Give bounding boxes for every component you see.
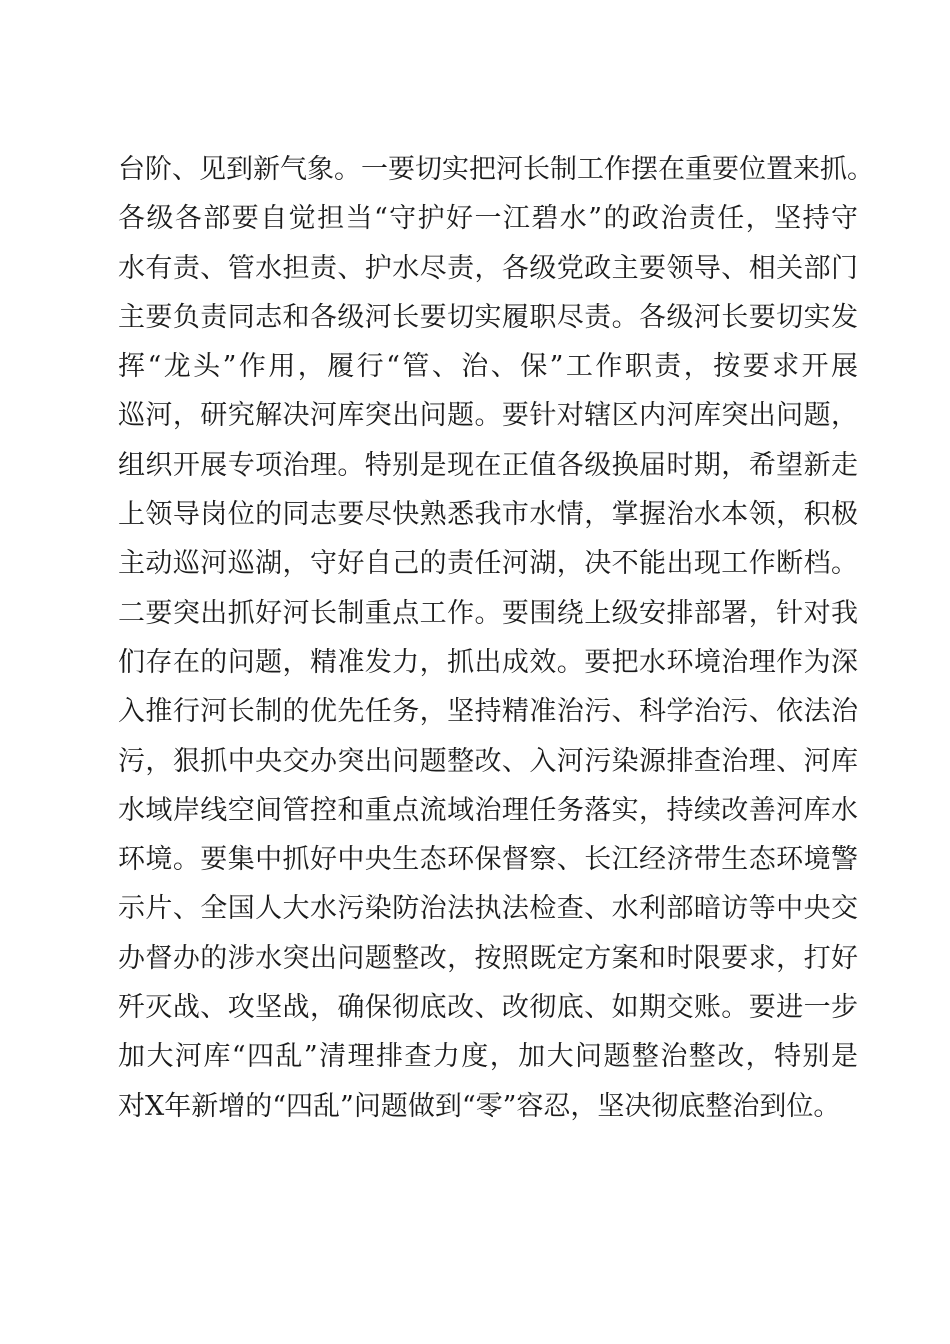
text-line: 污，狠抓中央交办突出问题整改、入河污染源排查治理、河库 bbox=[118, 745, 858, 777]
text-line: 水有责、管水担责、护水尽责，各级党政主要领导、相关部门 bbox=[118, 252, 858, 284]
text-line: 对X年新增的“四乱”问题做到“零”容忍，坚决彻底整治到位。 bbox=[118, 1090, 841, 1122]
body-paragraph bbox=[118, 145, 874, 1131]
text-line: 各级各部要自觉担当“守护好一江碧水”的政治责任，坚持守 bbox=[118, 203, 858, 235]
text-line: 示片、全国人大水污染防治法执法检查、水利部暗访等中央交 bbox=[118, 893, 858, 925]
text-line: 台阶、见到新气象。一要切实把河长制工作摆在重要位置来抓。 bbox=[118, 154, 874, 185]
text-line: 组织开展专项治理。特别是现在正值各级换届时期，希望新走 bbox=[118, 449, 858, 481]
text-line: 主要负责同志和各级河长要切实履职尽责。各级河长要切实发 bbox=[118, 301, 858, 333]
text-line: 主动巡河巡湖，守好自己的责任河湖，决不能出现工作断档。 bbox=[118, 548, 858, 580]
text-line: 巡河，研究解决河库突出问题。要针对辖区内河库突出问题， bbox=[118, 400, 858, 432]
text-line: 环境。要集中抓好中央生态环保督察、长江经济带生态环境警 bbox=[118, 844, 858, 876]
text-line: 水域岸线空间管控和重点流域治理任务落实，持续改善河库水 bbox=[118, 794, 858, 826]
text-line: 办督办的涉水突出问题整改，按照既定方案和时限要求，打好 bbox=[118, 942, 858, 974]
text-line: 入推行河长制的优先任务，坚持精准治污、科学治污、依法治 bbox=[118, 696, 858, 728]
text-line: 挥“龙头”作用，履行“管、治、保”工作职责，按要求开展 bbox=[118, 351, 858, 383]
text-line: 上领导岗位的同志要尽快熟悉我市水情，掌握治水本领，积极 bbox=[118, 499, 858, 531]
text-line: 二要突出抓好河长制重点工作。要围绕上级安排部署，针对我 bbox=[118, 597, 858, 629]
text-line: 们存在的问题，精准发力，抓出成效。要把水环境治理作为深 bbox=[118, 646, 858, 678]
text-line: 歼灭战、攻坚战，确保彻底改、改彻底、如期交账。要进一步 bbox=[118, 992, 858, 1024]
text-line: 加大河库“四乱”清理排查力度，加大问题整治整改，特别是 bbox=[118, 1041, 858, 1073]
